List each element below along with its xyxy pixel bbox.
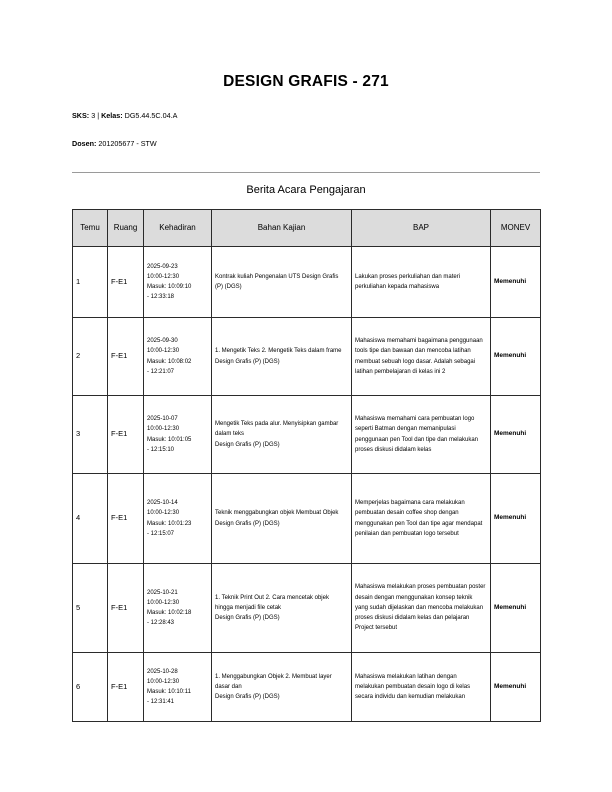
- header-bahan-kajian: Bahan Kajian: [212, 210, 352, 247]
- cell-bap: [352, 396, 491, 474]
- cell-monev: Memenuhi: [491, 653, 541, 722]
- cell-ruang: F-E1: [108, 564, 144, 653]
- lecturer-meta: [72, 139, 157, 148]
- sks-value: 3: [91, 111, 96, 120]
- table-header-row: [73, 210, 541, 247]
- bahan-text: Kontrak kuliah Pengenalan UTS Design Grafis (P) (DGS): [215, 273, 339, 290]
- cell-monev: Memenuhi: [491, 396, 541, 474]
- cell-kehadiran: [144, 564, 212, 653]
- bap-text: Mahasiswa memahami bagaimana penggunaan tools tipe dan bawaan dan mencoba latihan membuat sebuah logo dasar. Adalah sebagai latihan pembelajaran di kelas ini 2: [355, 338, 483, 375]
- cell-kehadiran: [144, 247, 212, 318]
- kehadiran-text: 2025-09-23 10:00-12:30 Masuk: 10:09:10 - 12:33:18: [147, 263, 192, 301]
- bap-text: Lakukan proses perkuliahan dan materi perkuliahan kepada mahasiswa: [355, 273, 461, 290]
- table-row: [73, 318, 541, 396]
- teaching-record-table: [72, 209, 541, 722]
- cell-bahan-kajian: [212, 396, 352, 474]
- bahan-text: 1. Mengetik Teks 2. Mengetik Teks dalam frame Design Grafis (P) (DGS): [215, 348, 342, 365]
- header-monev: MONEV: [491, 210, 541, 247]
- cell-bahan-kajian: [212, 318, 352, 396]
- sks-label: SKS:: [72, 111, 90, 120]
- table-row: [73, 564, 541, 653]
- header-temu: Temu: [73, 210, 108, 247]
- cell-ruang: F-E1: [108, 247, 144, 318]
- bap-text: Mahasiswa memahami cara pembuatan logo seperti Batman dengan memanipulasi penggunaan pen Tool dan tipe dan melakukan proses diskusi didalam kelas: [355, 416, 478, 453]
- cell-ruang: F-E1: [108, 653, 144, 722]
- bahan-text: Teknik menggabungkan objek Membuat Objek Design Grafis (P) (DGS): [215, 510, 339, 527]
- kehadiran-text: 2025-10-07 10:00-12:30 Masuk: 10:01:05 - 12:15:10: [147, 416, 192, 453]
- section-title: Berita Acara Pengajaran: [246, 184, 366, 196]
- cell-ruang: F-E1: [108, 396, 144, 474]
- table-row: [73, 653, 541, 722]
- cell-monev: Memenuhi: [491, 474, 541, 564]
- cell-monev: Memenuhi: [491, 247, 541, 318]
- cell-ruang: F-E1: [108, 474, 144, 564]
- kehadiran-text: 2025-10-28 10:00-12:30 Masuk: 10:10:11 - 12:31:41: [147, 668, 191, 706]
- cell-bap: [352, 653, 491, 722]
- cell-temu: 6: [73, 653, 108, 722]
- kehadiran-text: 2025-10-14 10:00-12:30 Masuk: 10:01:23 - 12:15:07: [147, 500, 192, 537]
- header-kehadiran: Kehadiran: [144, 210, 212, 247]
- cell-bap: [352, 318, 491, 396]
- cell-monev: Memenuhi: [491, 318, 541, 396]
- cell-monev: Memenuhi: [491, 564, 541, 653]
- dosen-label: Dosen:: [72, 139, 97, 148]
- bahan-text: 1. Menggabungkan Objek 2. Membuat layer dasar dan Design Grafis (P) (DGS): [215, 673, 332, 701]
- header-ruang: Ruang: [108, 210, 144, 247]
- table-row: [73, 396, 541, 474]
- course-meta: [72, 111, 177, 120]
- bahan-text: Mengetik Teks pada alur. Menyisipkan gambar dalam teks Design Grafis (P) (DGS): [215, 421, 339, 448]
- cell-bap: [352, 247, 491, 318]
- header-bap: BAP: [352, 210, 491, 247]
- cell-bap: [352, 474, 491, 564]
- cell-ruang: F-E1: [108, 318, 144, 396]
- cell-temu: 4: [73, 474, 108, 564]
- cell-temu: 3: [73, 396, 108, 474]
- kehadiran-text: 2025-10-21 10:00-12:30 Masuk: 10:02:18 - 12:28:43: [147, 589, 192, 627]
- dosen-value: 201205677 - STW: [98, 139, 157, 148]
- cell-temu: 5: [73, 564, 108, 653]
- cell-bahan-kajian: [212, 474, 352, 564]
- cell-kehadiran: [144, 653, 212, 722]
- kehadiran-text: 2025-09-30 10:00-12:30 Masuk: 10:08:02 - 12:21:07: [147, 338, 192, 375]
- cell-kehadiran: [144, 474, 212, 564]
- course-title: DESIGN GRAFIS - 271: [223, 73, 389, 90]
- table-row: [73, 247, 541, 318]
- cell-bahan-kajian: [212, 247, 352, 318]
- cell-kehadiran: [144, 318, 212, 396]
- cell-temu: 1: [73, 247, 108, 318]
- bap-text: Mahasiswa melakukan latihan dengan melakukan pembuatan desain logo di kelas secara individu dan kemudian melakukan: [355, 673, 471, 701]
- table-row: [73, 474, 541, 564]
- cell-bap: [352, 564, 491, 653]
- cell-bahan-kajian: [212, 564, 352, 653]
- bap-text: Mahasiswa melakukan proses pembuatan poster desain dengan menggunakan konsep teknik yang sudah dijelaskan dan mencoba melakukan proses diskusi didalam kelas dan pelajaran Project tersebut: [355, 584, 486, 632]
- kelas-value: DG5.44.5C.04.A: [124, 111, 178, 120]
- meta-separator: |: [97, 111, 100, 120]
- divider: [72, 172, 540, 173]
- bap-text: Memperjelas bagaimana cara melakukan pembuatan desain coffee shop dengan menggunakan pen Tool dan tipe agar mendapat penilaian dan pembuatan logo tersebut: [355, 500, 483, 537]
- cell-bahan-kajian: [212, 653, 352, 722]
- bahan-text: 1. Teknik Print Out 2. Cara mencetak objek hingga menjadi file cetak Design Grafis (P) (DGS): [215, 594, 329, 622]
- kelas-label: Kelas:: [101, 111, 123, 120]
- cell-temu: 2: [73, 318, 108, 396]
- cell-kehadiran: [144, 396, 212, 474]
